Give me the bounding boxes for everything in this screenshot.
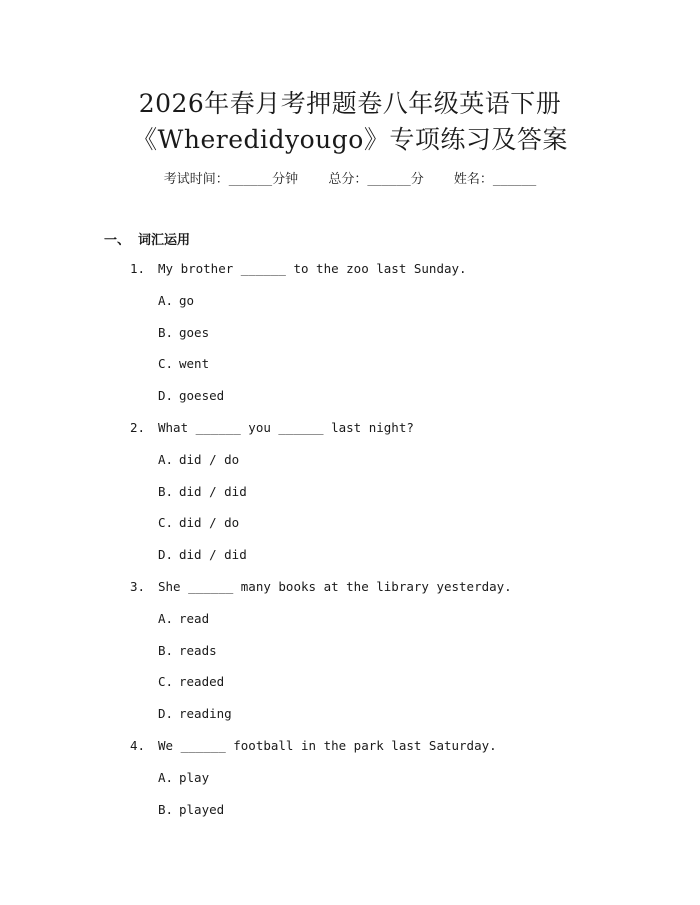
section-heading — [104, 229, 190, 248]
question-2-option-d — [0, 544, 700, 576]
option-label: A. — [158, 769, 174, 785]
option-text: goesed — [179, 388, 225, 404]
option-label: D. — [158, 388, 174, 404]
section-title: 词汇运用 — [138, 233, 191, 248]
question-number: 4. — [130, 737, 146, 753]
question-text: We ______ football in the park last Saturday. — [158, 737, 497, 753]
question-list — [0, 258, 700, 830]
exam-time-label: 考试时间： — [163, 172, 229, 187]
option-label: B. — [158, 324, 174, 340]
question-text: What ______ you ______ last night? — [158, 419, 414, 435]
option-text: goes — [179, 324, 210, 340]
option-label: D. — [158, 706, 174, 722]
page-title-line-1: 2026年春月考押题卷八年级英语下册 — [138, 89, 562, 118]
question-4-option-b — [0, 799, 700, 831]
question-3-option-c — [0, 671, 700, 703]
student-name-label: 姓名： — [453, 172, 493, 187]
exam-time-field — [164, 168, 298, 187]
option-label: B. — [158, 483, 174, 499]
total-score-unit: 分 — [410, 172, 424, 187]
option-text: reading — [179, 706, 232, 722]
question-text: She ______ many books at the library yesterday. — [158, 578, 512, 594]
option-label: A. — [158, 610, 174, 626]
student-name-field — [454, 168, 536, 187]
question-2-option-c — [0, 512, 700, 544]
question-3-option-a — [0, 608, 700, 640]
option-text: did / did — [179, 483, 247, 499]
question-3-option-d — [0, 703, 700, 735]
exam-info-row — [0, 168, 700, 187]
question-2-option-b — [0, 481, 700, 513]
option-text: play — [179, 769, 210, 785]
option-label: B. — [158, 801, 174, 817]
question-3-option-b — [0, 640, 700, 672]
question-1-option-c — [0, 353, 700, 385]
question-1-option-b — [0, 322, 700, 354]
option-text: did / do — [179, 451, 240, 467]
question-3 — [0, 576, 700, 608]
question-1-option-d — [0, 385, 700, 417]
question-number: 2. — [130, 419, 146, 435]
question-4 — [0, 735, 700, 767]
option-label: C. — [158, 356, 174, 372]
option-text: go — [179, 292, 195, 308]
exam-time-unit: 分钟 — [272, 172, 299, 187]
section-number: 一、 — [104, 233, 131, 248]
option-text: did / do — [179, 515, 240, 531]
question-4-option-a — [0, 767, 700, 799]
option-text: played — [179, 801, 225, 817]
total-score-blank: ______ — [367, 172, 411, 186]
option-label: A. — [158, 451, 174, 467]
question-number: 1. — [130, 261, 146, 276]
question-2 — [0, 417, 700, 449]
option-text: reads — [179, 642, 217, 658]
question-text: My brother ______ to the zoo last Sunday. — [158, 261, 467, 276]
option-label: D. — [158, 547, 174, 563]
question-2-option-a — [0, 449, 700, 481]
option-text: readed — [179, 674, 225, 690]
question-1 — [0, 258, 700, 290]
total-score-label: 总分： — [328, 172, 368, 187]
option-label: B. — [158, 642, 174, 658]
exam-time-blank: ______ — [228, 172, 273, 186]
total-score-field — [328, 168, 423, 187]
option-label: A. — [158, 292, 174, 308]
page-title-line-2: 《Wheredidyougo》专项练习及答案 — [132, 125, 568, 154]
option-text: did / did — [179, 547, 247, 563]
question-number: 3. — [130, 578, 146, 594]
question-1-option-a — [0, 290, 700, 322]
option-text: read — [179, 610, 210, 626]
option-label: C. — [158, 515, 174, 531]
option-label: C. — [158, 674, 174, 690]
option-text: went — [179, 356, 210, 372]
student-name-blank: ______ — [492, 172, 537, 186]
